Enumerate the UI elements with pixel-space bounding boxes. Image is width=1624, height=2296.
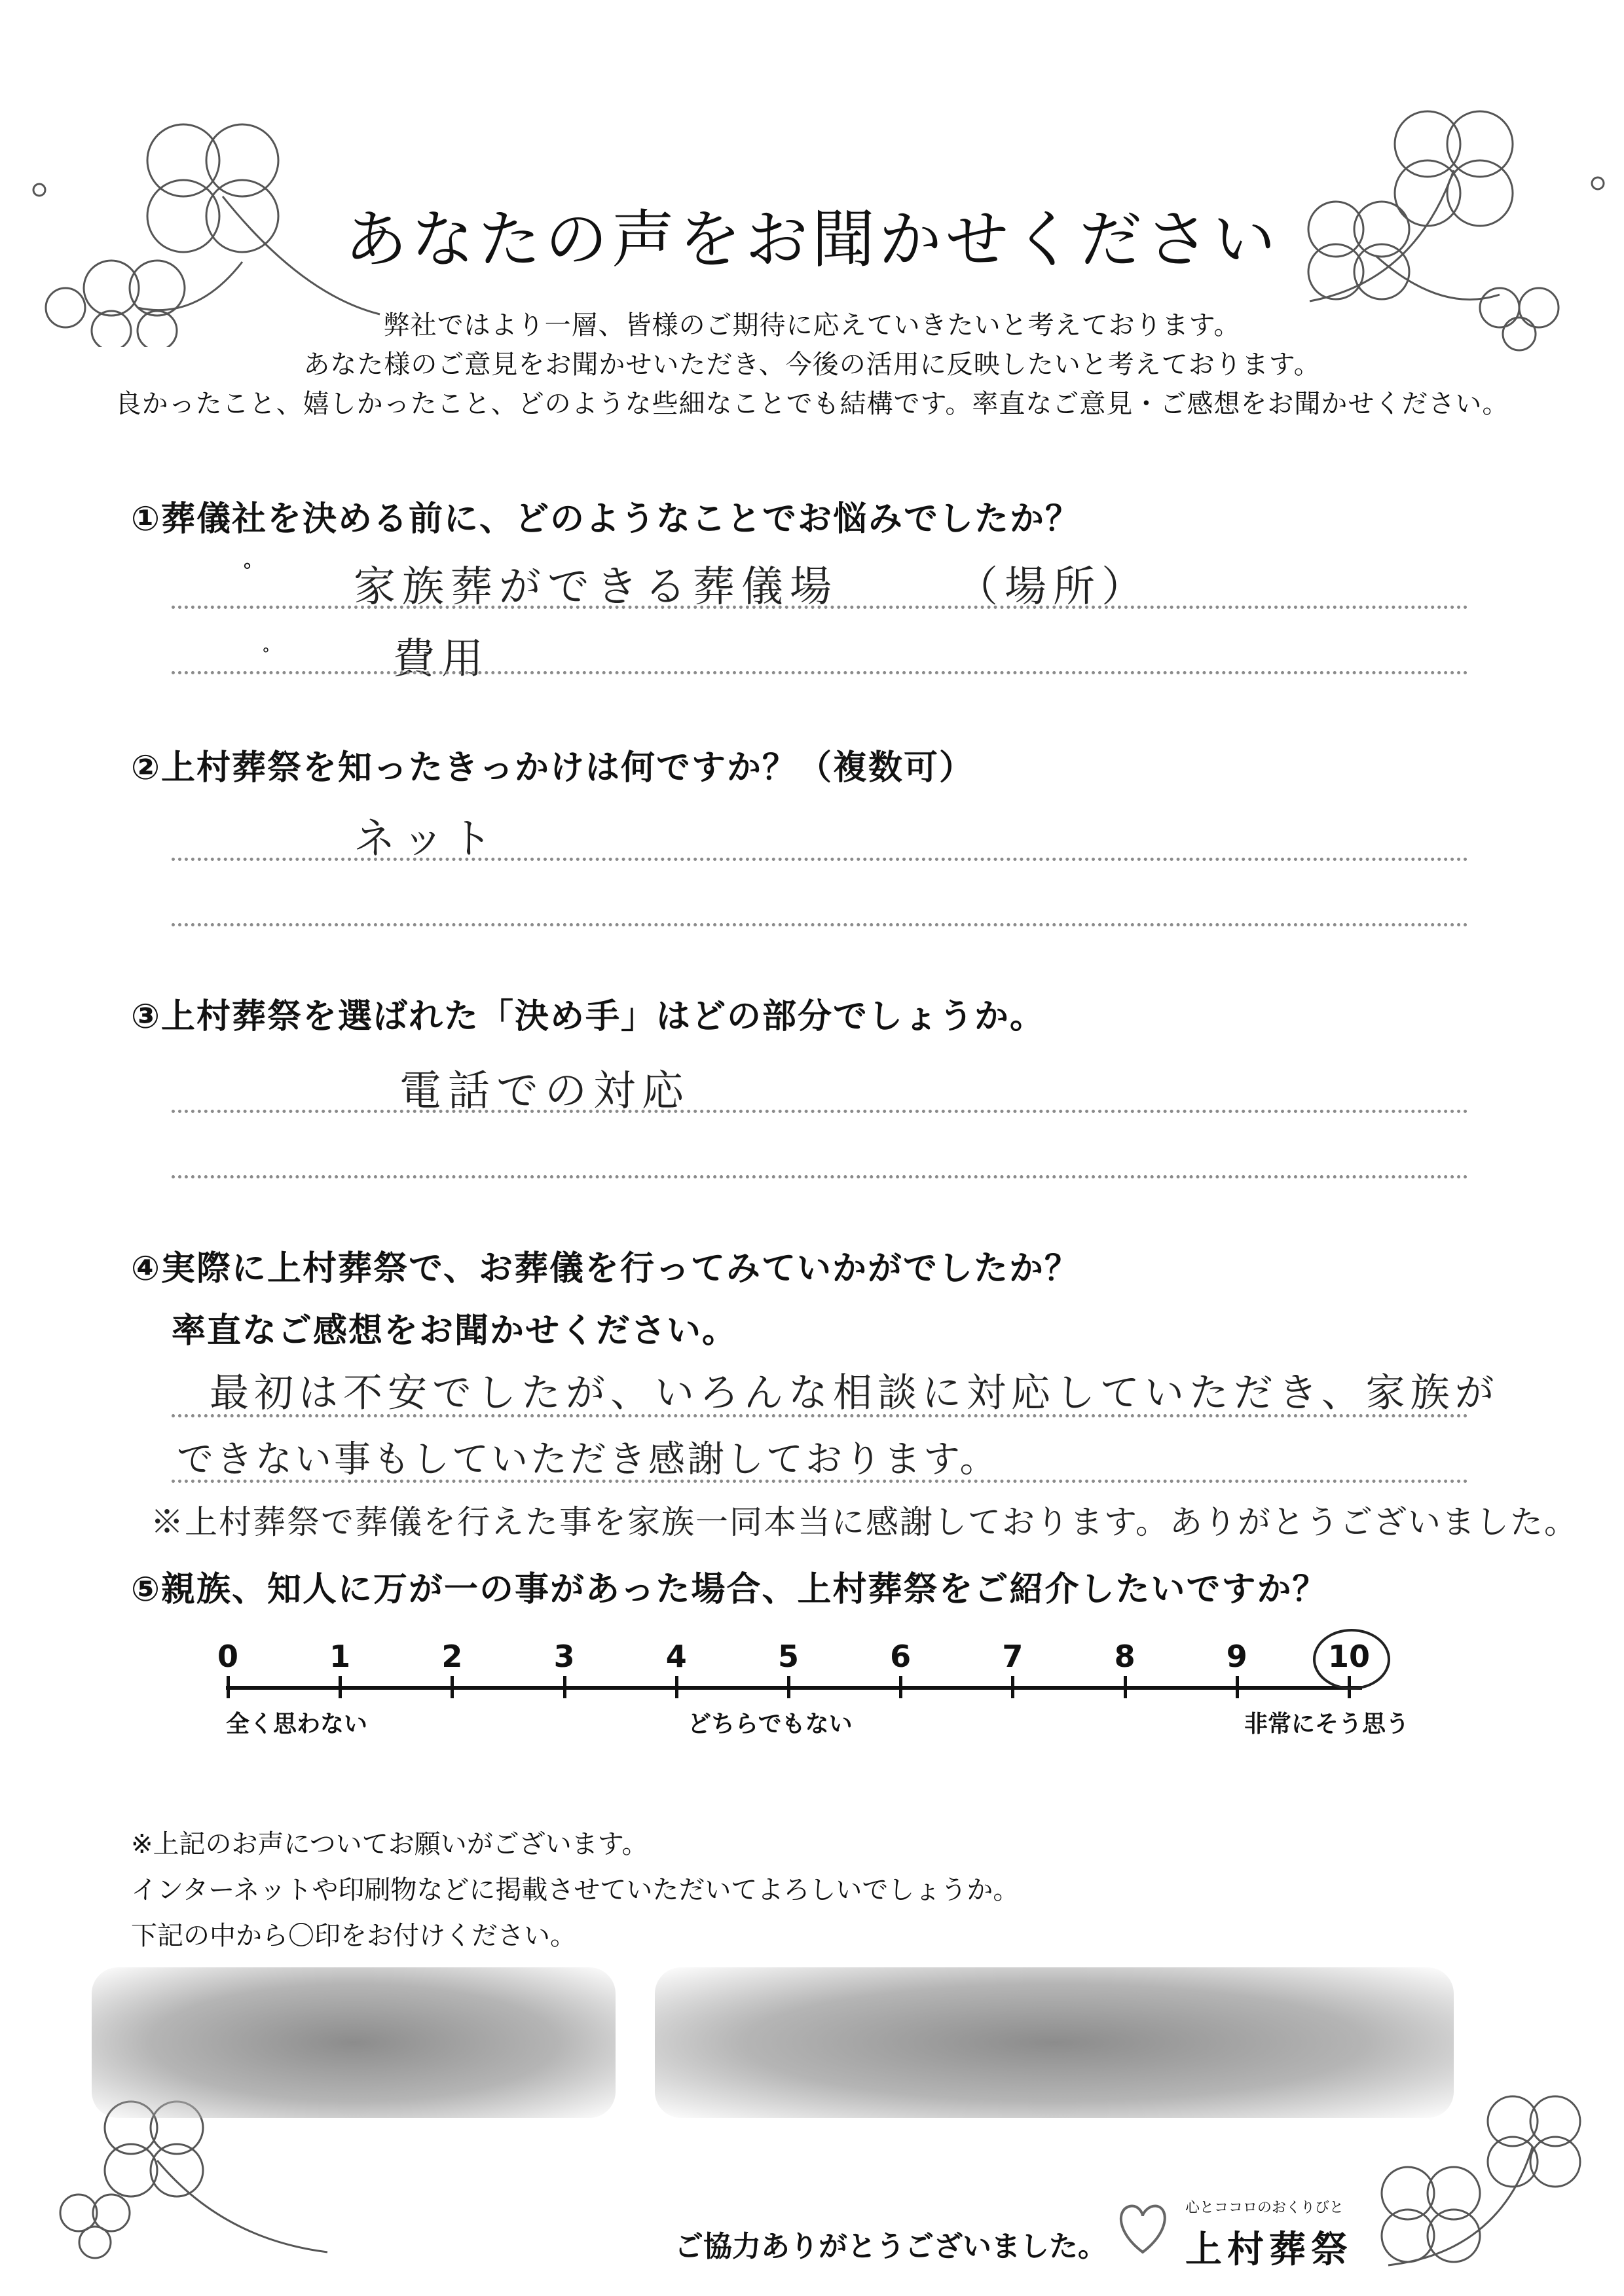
q1-answer-1-note: （場所） [956, 563, 1150, 611]
q2-answer-1: ネット [354, 815, 499, 864]
scale-high-label: 非常にそう思う [1244, 1711, 1410, 1738]
scale-number-1[interactable]: 1 [329, 1639, 351, 1674]
question-2-label: ②上村葬祭を知ったきっかけは何ですか？（複数可） [131, 748, 975, 788]
redacted-area-left [92, 1967, 616, 2118]
logo-tagline: 心とココロのおくりびと [1185, 2200, 1344, 2216]
scale-mid-label: どちらでもない [688, 1711, 853, 1738]
answer-line [172, 1175, 1468, 1178]
scale-tick [339, 1676, 342, 1698]
scale-tick [675, 1676, 678, 1698]
note-line-3: 下記の中から〇印をお付けください。 [131, 1921, 576, 1951]
scale-tick [227, 1676, 230, 1698]
answer-line [172, 923, 1468, 926]
scale-low-label: 全く思わない [226, 1711, 368, 1738]
bullet-mark: ° [242, 560, 252, 583]
scale-number-6[interactable]: 6 [890, 1639, 912, 1674]
logo-name: 上村葬祭 [1185, 2229, 1353, 2271]
question-4-sublabel: 率直なご感想をお聞かせください。 [172, 1311, 738, 1351]
scale-tick [1236, 1676, 1239, 1698]
clover-decoration-bottom-right [1349, 2088, 1611, 2285]
rating-scale-line [226, 1686, 1362, 1690]
question-3-label: ③上村葬祭を選ばれた「決め手」はどの部分でしょうか。 [131, 997, 1046, 1036]
answer-line [172, 1414, 1468, 1417]
scale-number-8[interactable]: 8 [1114, 1639, 1135, 1674]
scale-number-0[interactable]: 0 [217, 1639, 238, 1674]
answer-line [172, 606, 1468, 609]
note-line-1: ※上記のお声についてお願いがございます。 [131, 1829, 648, 1859]
scale-tick [563, 1676, 566, 1698]
thanks-message: ご協力ありがとうございました。 [674, 2230, 1107, 2263]
redacted-area-right [655, 1967, 1454, 2118]
clover-decoration-bottom-left [52, 2088, 354, 2285]
answer-line [172, 671, 1468, 674]
scale-tick [1011, 1676, 1014, 1698]
question-5-label: ⑤親族、知人に万が一の事があった場合、上村葬祭をご紹介したいですか？ [131, 1570, 1328, 1609]
scale-number-7[interactable]: 7 [1002, 1639, 1024, 1674]
heart-logo-icon [1113, 2193, 1172, 2259]
q4-answer-line-2: できない事もしていただき感謝しております。 [177, 1438, 999, 1481]
scale-number-3[interactable]: 3 [553, 1639, 575, 1674]
q1-answer-2: 費用 [393, 635, 490, 683]
q4-answer-line-1: 最初は不安でしたが、いろんな相談に対応していただき、家族が [210, 1370, 1500, 1416]
scale-number-10[interactable]: 10 [1327, 1639, 1370, 1674]
scale-tick [451, 1676, 454, 1698]
intro-line-1: 弊社ではより一層、皆様のご期待に応えていきたいと考えております。 [383, 310, 1241, 340]
question-1-label: ①葬儀社を決める前に、どのようなことでお悩みでしたか？ [131, 500, 1081, 539]
q4-answer-line-3: ※上村葬祭で葬儀を行えた事を家族一同本当に感謝しております。ありがとうございました。 [151, 1503, 1578, 1541]
answer-line [172, 1480, 1468, 1483]
scale-tick [787, 1676, 790, 1698]
intro-line-2: あなた様のご意見をお聞かせいただき、今後の活用に反映したいと考えております。 [303, 350, 1321, 380]
selected-circle [1313, 1629, 1390, 1690]
answer-line [172, 1110, 1468, 1113]
q3-answer-1: 電話での対応 [399, 1067, 690, 1116]
scale-number-5[interactable]: 5 [777, 1639, 799, 1674]
scale-tick [1124, 1676, 1127, 1698]
question-4-label: ④実際に上村葬祭で、お葬儀を行ってみていかがでしたか？ [131, 1249, 1080, 1288]
note-line-2: インターネットや印刷物などに掲載させていただいてよろしいでしょうか。 [131, 1875, 1020, 1905]
scale-number-2[interactable]: 2 [441, 1639, 463, 1674]
bullet-mark: ° [262, 645, 270, 663]
scale-number-9[interactable]: 9 [1226, 1639, 1247, 1674]
scale-tick [899, 1676, 902, 1698]
scale-number-4[interactable]: 4 [665, 1639, 687, 1674]
page-title: あなたの声をお聞かせください [344, 203, 1280, 276]
q1-answer-1: 家族葬ができる葬儀場 [354, 563, 838, 611]
answer-line [172, 858, 1468, 861]
intro-line-3: 良かったこと、嬉しかったこと、どのような些細なことでも結構です。率直なご意見・ご感想をお聞かせください。 [115, 389, 1509, 419]
